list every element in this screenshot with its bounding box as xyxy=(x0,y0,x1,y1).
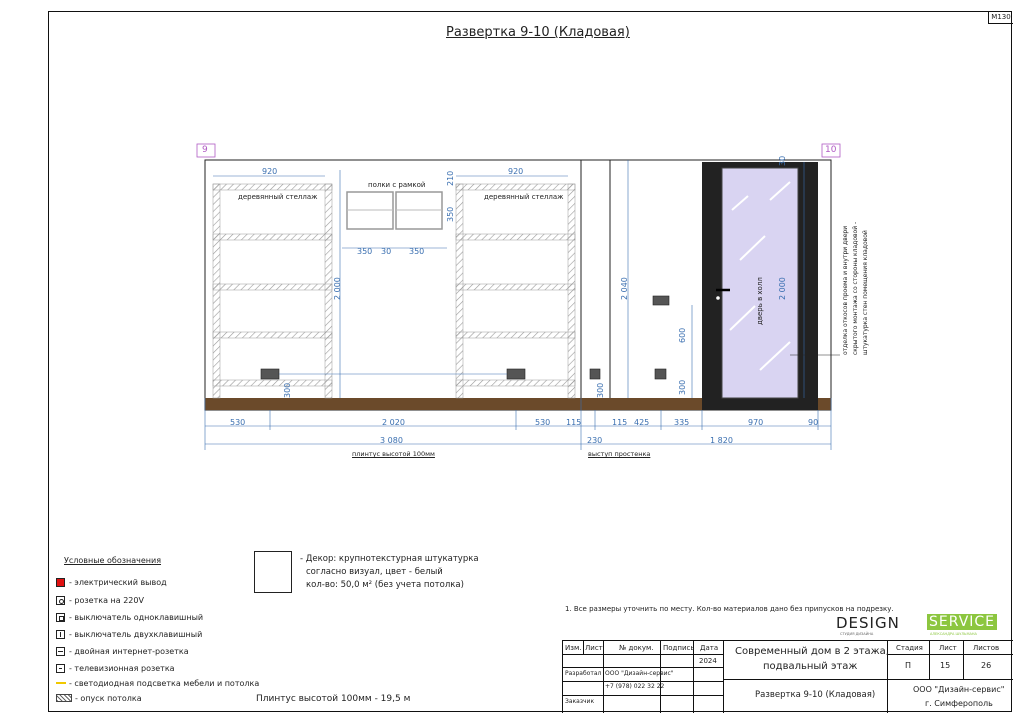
decor-line-1: - Декор: крупнотекстурная штукатурка xyxy=(300,554,479,564)
side-note-2: скрытого монтажа со стороны кладовой - xyxy=(852,221,859,355)
side-note-3: штукатурка стен помещения кладовой xyxy=(862,230,869,355)
floor-plinth xyxy=(205,398,702,410)
stamp-city: г. Симферополь xyxy=(925,699,993,708)
stamp-izm: Изм. xyxy=(565,644,582,652)
label-shelving-right: деревянный стеллаж xyxy=(484,193,564,201)
dim-b115a: 115 xyxy=(566,418,582,427)
dim-socket-600: 600 xyxy=(678,327,687,343)
electric-outlet-icon xyxy=(56,578,65,587)
dim-b970: 970 xyxy=(748,418,764,427)
legend-tv: - телевизионная розетка xyxy=(56,662,175,674)
dim-b335: 335 xyxy=(674,418,690,427)
dim-height-left: 2 000 xyxy=(333,277,342,300)
dim-shelf-w1: 350 xyxy=(357,247,373,256)
logo-sub-1: СТУДИЯ ДИЗАЙНА xyxy=(840,632,874,636)
legend-internet: - двойная интернет-розетка xyxy=(56,645,189,657)
stamp-date: Дата xyxy=(700,644,719,652)
title-block xyxy=(562,640,1013,713)
general-note: 1. Все размеры уточнить по месту. Кол-во материалов дано без припусков на подрезку. xyxy=(565,605,894,613)
dim-b115b: 115 xyxy=(612,418,628,427)
dim-shelf-top: 210 xyxy=(446,170,455,186)
legend-heading: Условные обозначения xyxy=(64,556,162,565)
marker-10: 10 xyxy=(825,145,837,155)
stamp-list: Лист xyxy=(585,644,603,652)
dim-b530b: 530 xyxy=(535,418,551,427)
label-shelving-left: деревянный стеллаж xyxy=(238,193,318,201)
dim-height-mid: 2 040 xyxy=(620,277,629,300)
dim-shelf-w2: 350 xyxy=(409,247,425,256)
logo-sub-2: АЛЕКСАНДРА ШУЛЬМАНА xyxy=(930,632,977,636)
led-line-icon xyxy=(56,682,66,684)
switch-single-icon xyxy=(56,613,65,622)
dim-b90: 90 xyxy=(808,418,819,427)
stamp-phone: +7 (978) 022 32 22 xyxy=(605,683,665,690)
dim-total-230: 230 xyxy=(587,436,603,445)
dim-height-door: 2 000 xyxy=(778,277,787,300)
dim-socket-300c: 300 xyxy=(678,379,687,395)
internet-socket-icon xyxy=(56,647,65,656)
stamp-stage-h: Стадия xyxy=(896,644,923,652)
dim-top-left: 920 xyxy=(262,167,278,176)
plinth-note: плинтус высотой 100мм xyxy=(352,450,435,458)
legend-electric-outlet: - электрический вывод xyxy=(56,576,167,588)
legend-switch-single: - выключатель одноклавишный xyxy=(56,611,203,623)
ceiling-drop-icon xyxy=(56,694,72,702)
dim-total-1820: 1 820 xyxy=(710,436,733,445)
dim-shelf-h: 350 xyxy=(446,206,455,222)
stamp-developer: ООО "Дизайн-сервис" xyxy=(605,670,674,677)
decor-line-3: кол-во: 50,0 м² (без учета потолка) xyxy=(306,580,464,590)
dim-b530a: 530 xyxy=(230,418,246,427)
side-note-1: отделка откосов проема и внутри двери xyxy=(842,225,849,355)
logo-design: DESIGN xyxy=(836,614,900,632)
legend-socket: - розетка на 220V xyxy=(56,594,144,606)
stamp-sheet-name: Развертка 9-10 (Кладовая) xyxy=(755,690,876,700)
stamp-stage: П xyxy=(905,661,912,670)
drawing-title: Развертка 9-10 (Кладовая) xyxy=(446,25,630,40)
stamp-customer: Заказчик xyxy=(565,698,595,705)
legend-ceiling: - опуск потолка xyxy=(56,692,142,704)
dim-b2020: 2 020 xyxy=(382,418,405,427)
stamp-project-1: Современный дом в 2 этажа, xyxy=(735,646,889,657)
stamp-doc: № докум. xyxy=(619,644,654,652)
decor-line-2: согласно визуал, цвет - белый xyxy=(306,567,443,577)
label-framed-shelves: полки с рамкой xyxy=(368,181,426,189)
legend-switch-double: - выключатель двухклавишный xyxy=(56,628,202,640)
dim-total-3080: 3 080 xyxy=(380,436,403,445)
stamp-year: 2024 xyxy=(699,657,717,665)
stamp-developed: Разработал xyxy=(565,670,602,677)
decor-swatch xyxy=(254,551,292,593)
switch-double-icon xyxy=(56,630,65,639)
ledge-note: выступ простенка xyxy=(588,450,651,458)
framed-shelves xyxy=(347,192,442,229)
stamp-sheet: 15 xyxy=(940,661,951,670)
dim-door-top: 30 xyxy=(778,155,787,166)
legend-led: - светодиодная подсветка мебели и потолка xyxy=(56,677,259,689)
dim-b425: 425 xyxy=(634,418,650,427)
stamp-sheets: 26 xyxy=(981,661,992,670)
shelving-right xyxy=(456,184,575,398)
plinth-total: Плинтус высотой 100мм - 19,5 м xyxy=(256,694,411,704)
sheet-code: M130 xyxy=(988,11,1013,24)
marker-9: 9 xyxy=(202,145,208,155)
stamp-sheets-h: Листов xyxy=(973,644,1000,652)
stamp-project-2: подвальный этаж xyxy=(763,661,858,672)
dim-shelf-gap: 30 xyxy=(381,247,392,256)
label-door: дверь в холл xyxy=(756,277,764,325)
socket-icon xyxy=(56,596,65,605)
stamp-sheet-h: Лист xyxy=(939,644,957,652)
shelving-left xyxy=(213,184,332,398)
dim-socket-300a: 300 xyxy=(283,382,292,398)
stamp-company: ООО "Дизайн-сервис" xyxy=(913,685,1005,694)
dim-top-right: 920 xyxy=(508,167,524,176)
tv-socket-icon xyxy=(56,664,65,673)
stamp-sign: Подпись xyxy=(663,644,695,652)
logo-service: SERVICE xyxy=(929,614,996,630)
dim-socket-300b: 300 xyxy=(596,382,605,398)
